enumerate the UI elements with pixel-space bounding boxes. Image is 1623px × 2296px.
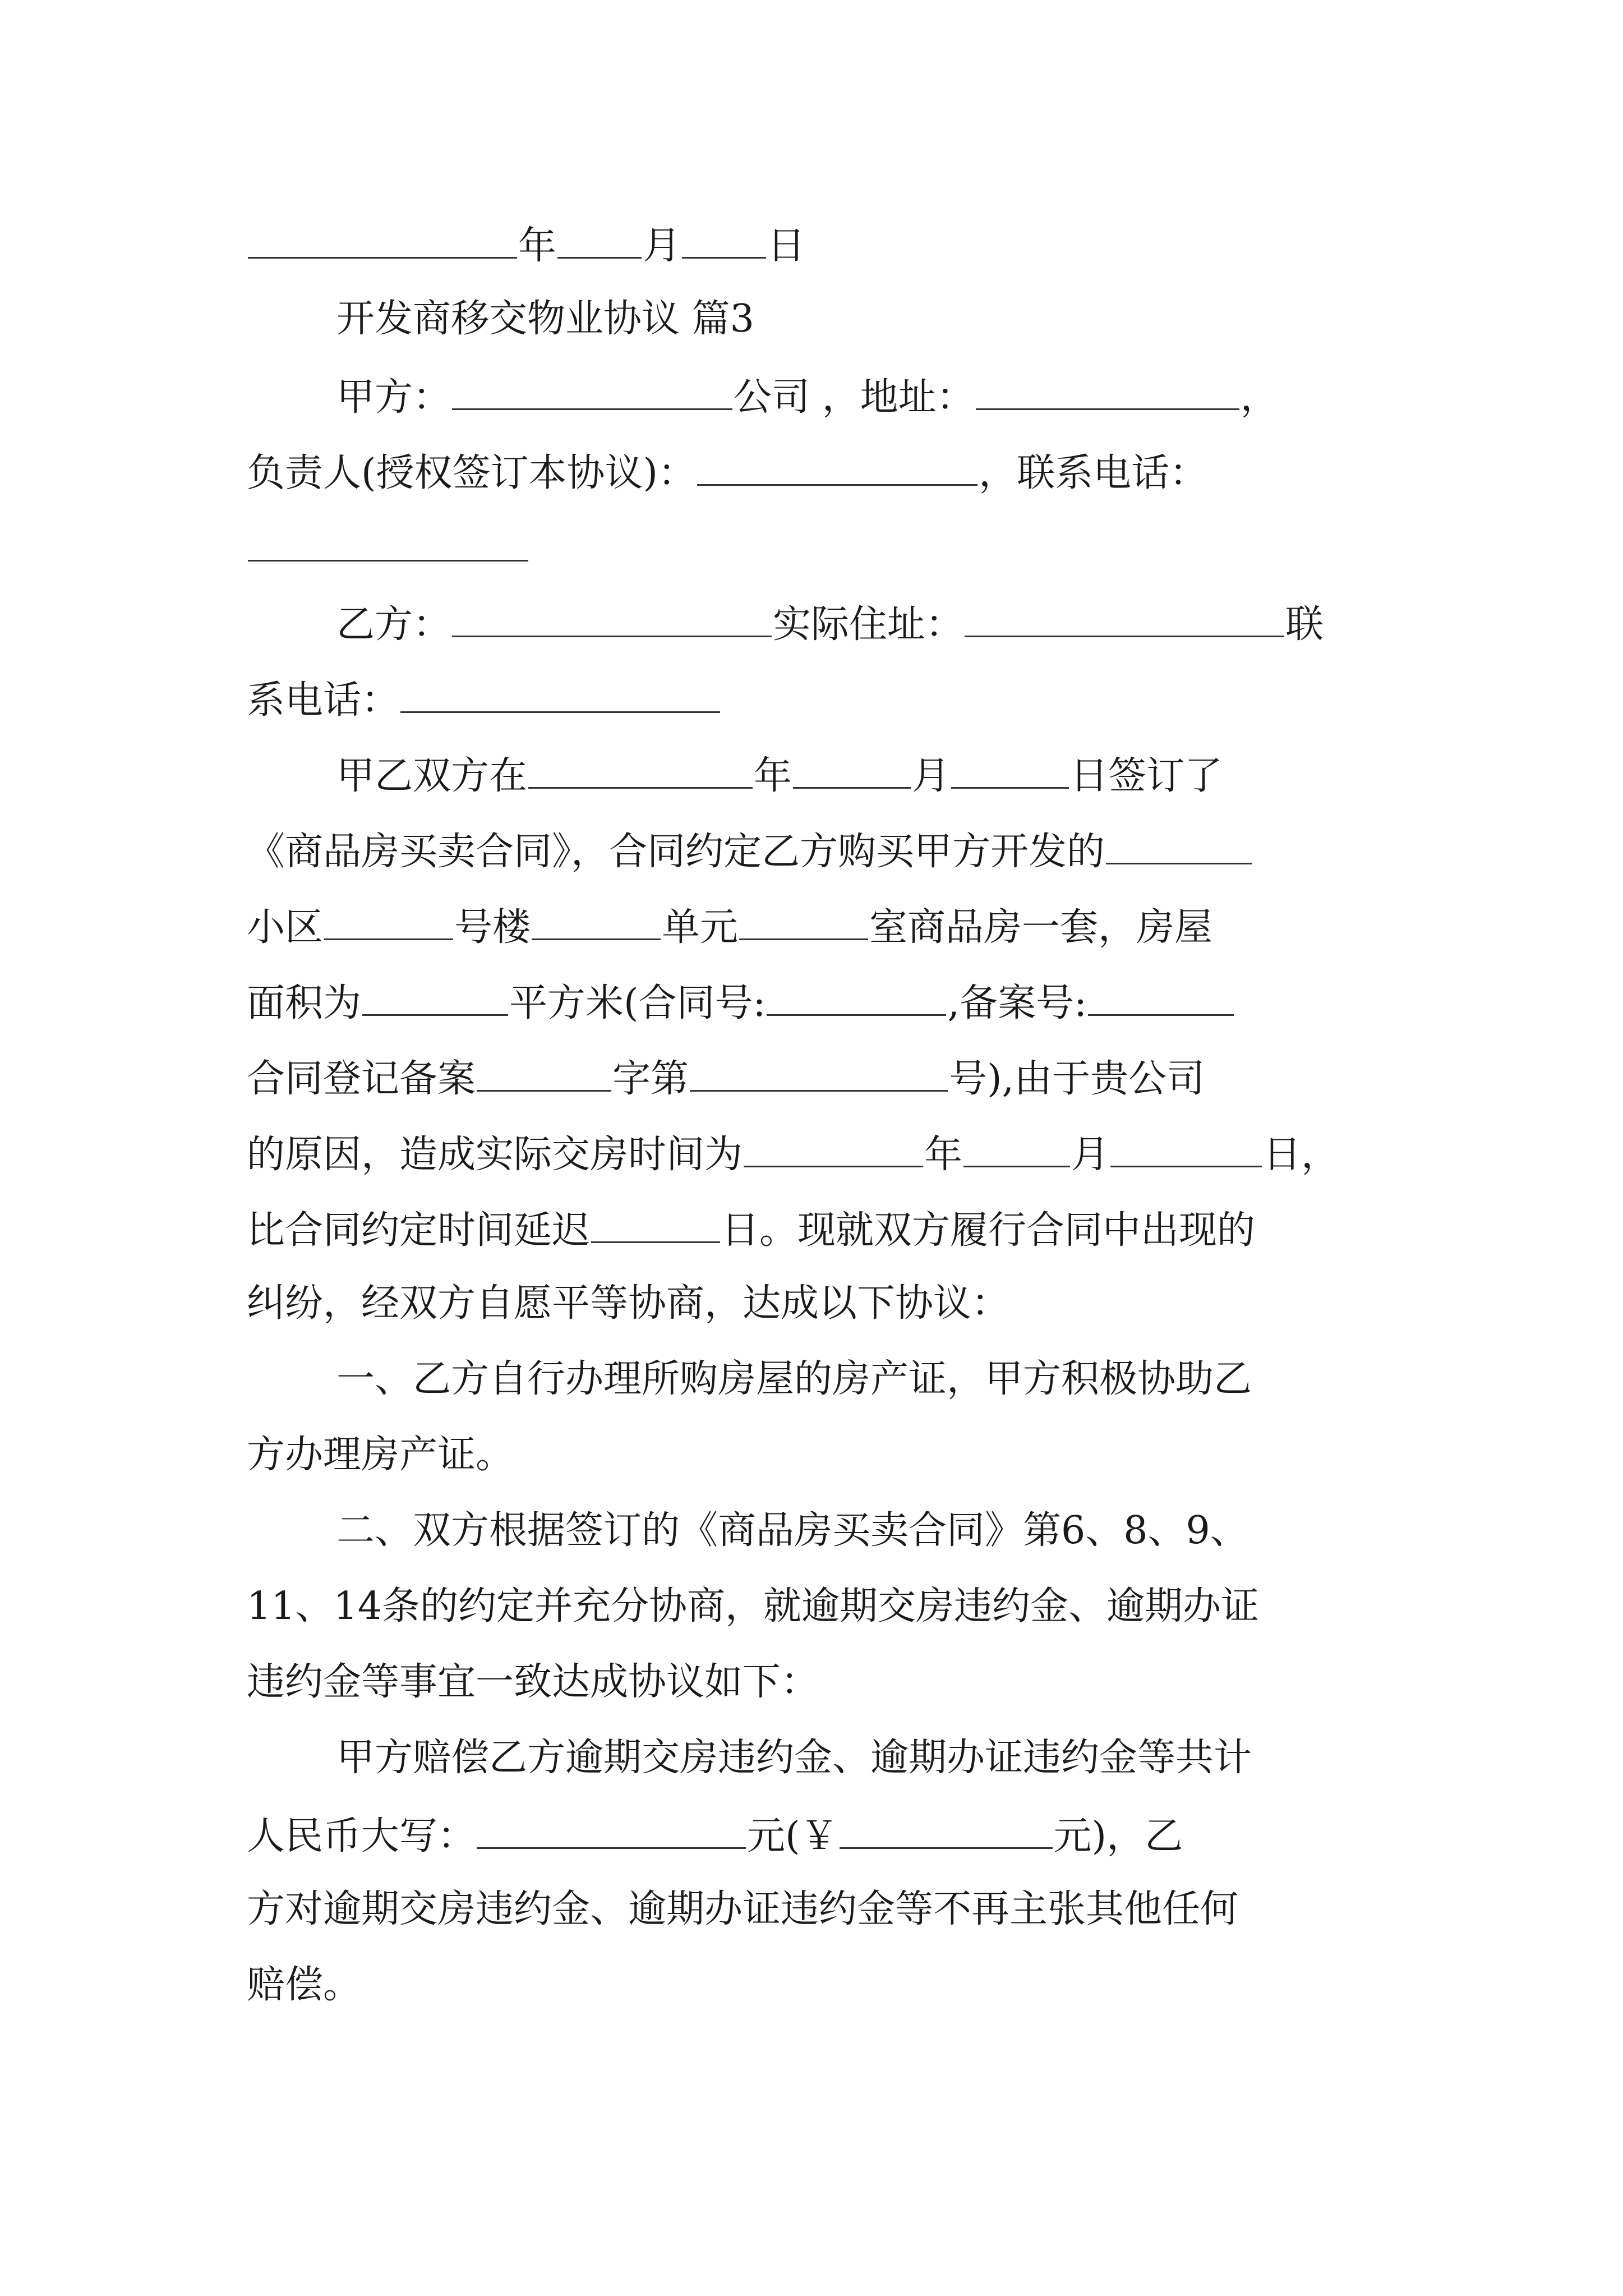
text: 元(￥ [747,1814,838,1858]
text: 甲方赔偿乙方逾期交房违约金、逾期办证违约金等共计 [336,1736,1252,1780]
text: 年 [924,1133,963,1177]
section-heading [336,297,754,341]
text: 方办理房产证。 [247,1433,514,1477]
text: 号楼 [454,905,531,950]
amount-figure-blank [840,1815,1053,1849]
day-blank [951,754,1069,789]
amount-line [247,1815,1183,1856]
text: 月 [912,754,951,798]
text: ,备案号: [947,981,1087,1025]
text: 日签订了 [1070,754,1223,798]
text: 比合同约定时间延迟 [247,1208,591,1253]
clause-one [336,1357,1252,1401]
text: 日， [1263,1133,1340,1177]
area-blank [362,982,508,1016]
compensation-line [336,1736,1252,1780]
date-line [247,224,806,268]
party-a-line [336,375,1279,420]
text: 年 [754,754,792,798]
body-line [247,1281,1010,1326]
amount-words-blank [477,1815,746,1849]
text: 合同登记备案 [247,1057,476,1101]
text: ，联系电话： [979,451,1208,495]
residence-blank [965,603,1284,637]
body-line [247,1584,1260,1628]
phone-blank [248,527,528,562]
responsible-person-line [247,452,1207,493]
body-line [247,1963,362,2007]
address-blank [976,376,1239,410]
text: 日 [767,224,806,268]
text: 日。现就双方履行合同中出现的 [721,1208,1256,1253]
text: 一、乙方自行办理所购房屋的房产证，甲方积极协助乙 [336,1357,1252,1401]
contract-no-blank [767,982,946,1016]
clause-two [336,1508,1248,1553]
text: 赔偿。 [247,1963,362,2007]
filing-blank [477,1057,611,1092]
heading-text: 开发商移交物业协议 篇3 [336,297,754,341]
building-blank [324,906,453,940]
filing-no-blank [1088,982,1234,1016]
text: 《商品房买卖合同》，合同约定乙方购买甲方开发的 [247,830,1105,874]
body-line [336,754,1223,798]
text: 月 [1071,1133,1110,1177]
text: 号),由于贵公司 [949,1057,1205,1101]
community-blank [1106,830,1252,864]
text: 系电话： [247,678,400,723]
text: 甲乙双方在 [336,754,528,798]
text: 实际住址： [773,602,964,647]
room-blank [739,906,868,940]
delay-days-blank [591,1209,720,1243]
text: 甲方： [336,375,451,420]
day-blank [682,224,766,259]
party-b-phone-line [247,678,721,723]
text: 单元 [662,905,739,950]
year-blank [248,224,517,259]
phone-blank-line [247,527,529,568]
day-blank [1110,1133,1262,1167]
phone-blank [400,679,720,713]
month-blank [963,1133,1070,1167]
text: 小区 [247,905,324,950]
year-blank [744,1133,923,1167]
body-line [247,1133,1340,1177]
body-line [247,1433,514,1477]
text: 11、14条的约定并充分协商，就逾期交房违约金、逾期办证 [247,1584,1260,1628]
text: 纠纷，经双方自愿平等协商，达成以下协议： [247,1281,1010,1326]
body-line [247,982,1235,1023]
text: 违约金等事宜一致达成协议如下： [247,1660,819,1704]
month-blank [557,224,642,259]
company-blank [452,376,732,410]
responsible-blank [697,452,978,486]
unit-blank [532,906,661,940]
party-b-blank [452,603,772,637]
text: 的原因，造成实际交房时间为 [247,1133,743,1177]
number-blank [690,1057,948,1092]
text: 乙方： [336,602,451,647]
text: 人民币大写： [247,1814,476,1858]
text: 室商品房一套，房屋 [869,905,1213,950]
party-b-line [336,602,1324,647]
text: 负责人(授权签订本协议)： [247,451,697,495]
text: 公司 ，地址： [734,375,975,420]
body-line [247,1208,1256,1253]
body-line [247,830,1253,874]
body-line [247,1887,1239,1931]
body-line [247,1660,819,1704]
text: 元)，乙 [1053,1814,1183,1858]
text: 方对逾期交房违约金、逾期办证违约金等不再主张其他任何 [247,1887,1239,1931]
text: 平方米(合同号: [509,981,766,1025]
text: ， [1240,375,1279,420]
text: 字第 [612,1057,689,1101]
text: 二、双方根据签订的《商品房买卖合同》第6、8、9、 [336,1508,1248,1553]
year-blank [528,754,753,789]
body-line [247,905,1213,950]
text: 月 [643,224,681,268]
text: 年 [518,224,557,268]
text: 面积为 [247,981,362,1025]
text: 联 [1285,602,1324,647]
month-blank [793,754,911,789]
body-line [247,1057,1205,1101]
